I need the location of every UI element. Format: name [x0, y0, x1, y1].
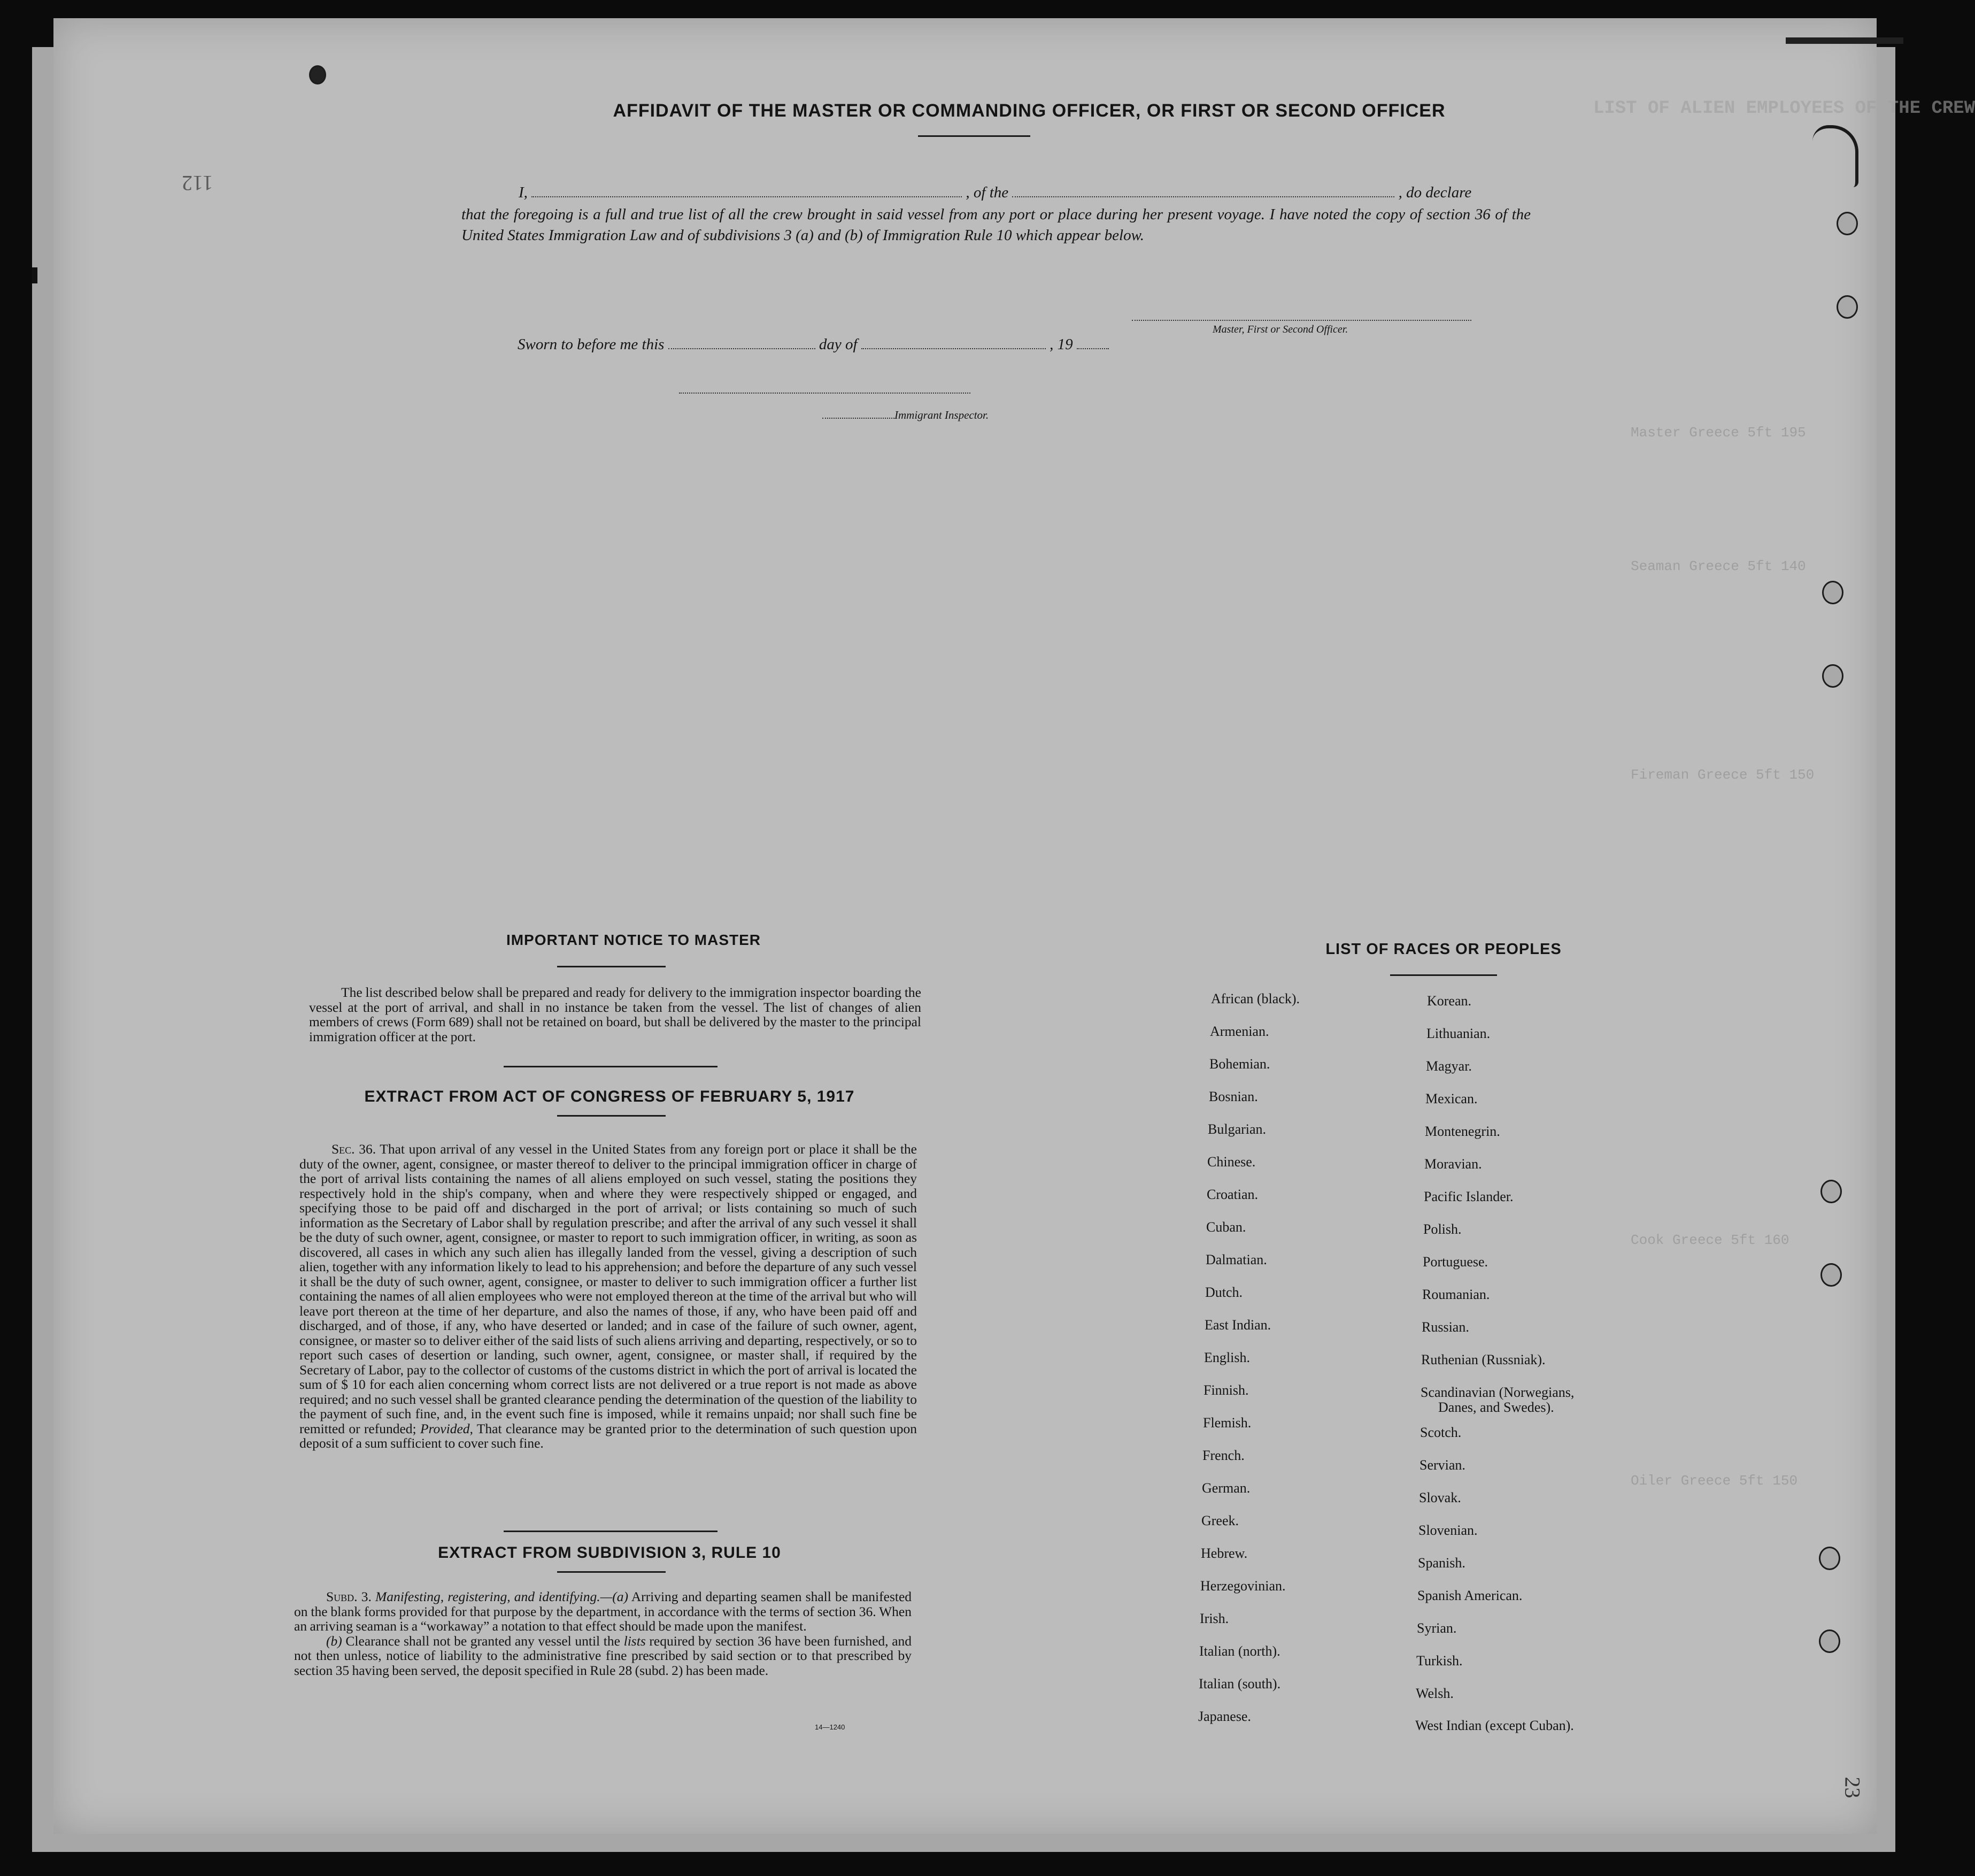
- notice-title: IMPORTANT NOTICE TO MASTER: [506, 932, 761, 948]
- bleed-through-text: Seaman Greece 5ft 140: [1631, 558, 1806, 574]
- race-item: Pacific Islander.: [1424, 1189, 1514, 1204]
- binder-hole-icon: [1820, 1263, 1842, 1287]
- races-title: LIST OF RACES OR PEOPLES: [1325, 941, 1562, 958]
- race-item: Russian.: [1422, 1319, 1469, 1335]
- race-item: Mexican.: [1425, 1091, 1478, 1106]
- sworn-year-field[interactable]: [1077, 348, 1109, 349]
- race-item: Slovak.: [1419, 1490, 1461, 1505]
- binder-hole-icon: [1820, 1180, 1842, 1203]
- race-item: Italian (south).: [1199, 1676, 1281, 1692]
- race-item: Bosnian.: [1209, 1089, 1258, 1104]
- rule-underline: [557, 1571, 666, 1573]
- race-item: Japanese.: [1198, 1709, 1251, 1724]
- race-item: Irish.: [1200, 1611, 1229, 1626]
- notice-underline: [557, 966, 666, 967]
- master-signature-line[interactable]: [1132, 320, 1471, 321]
- document-page: [53, 18, 1975, 1834]
- torn-corner-icon: [1812, 125, 1858, 187]
- bleed-through-text: LIST OF ALIEN EMPLOYEES OF THE CREW: [1593, 98, 1975, 119]
- race-item: Italian (north).: [1199, 1643, 1280, 1659]
- race-item: German.: [1202, 1480, 1251, 1496]
- sworn-date-field[interactable]: [668, 348, 815, 349]
- sworn-month-field[interactable]: [861, 348, 1046, 349]
- act-underline: [557, 1115, 666, 1117]
- binder-hole-icon: [1819, 1629, 1840, 1653]
- race-item: Portuguese.: [1423, 1254, 1488, 1270]
- race-item: Polish.: [1423, 1221, 1462, 1237]
- races-underline: [1390, 974, 1497, 976]
- punch-mark-icon: [309, 65, 326, 84]
- race-item: Moravian.: [1424, 1156, 1482, 1172]
- race-item: African (black).: [1211, 991, 1300, 1006]
- race-item: Armenian.: [1210, 1024, 1269, 1039]
- race-item: Bulgarian.: [1208, 1121, 1267, 1137]
- bleed-through-text: Oiler Greece 5ft 150: [1631, 1473, 1798, 1489]
- master-name-field[interactable]: [531, 196, 962, 197]
- race-item: Scotch.: [1420, 1425, 1462, 1440]
- section-divider: [504, 1531, 718, 1532]
- race-item: Syrian.: [1417, 1620, 1457, 1636]
- race-item: Cuban.: [1206, 1219, 1246, 1235]
- vessel-name-field[interactable]: [1012, 196, 1394, 197]
- binder-hole-icon: [1819, 1547, 1840, 1570]
- rule-subdivision-3: Subd. 3. Manifesting, registering, and identifying.—(a) Arriving and departing seamen shall be manifested on the blank forms provided for that purpose by the department, in accordance with the terms of section 36. When an arriving seaman is a “workaway” a notation to that effect should be made upon the manifest. (b) Clearance shall not be granted any vessel until the lists required by section 36 have been furnished, and not then unless, notice of liability to the administrative fine prescribed by said section or to that prescribed by section 35 having been served, the deposit specified in Rule 28 (subd. 2) has been made.: [294, 1589, 912, 1678]
- page-edge-shadow: [1786, 37, 1903, 44]
- race-item: Dalmatian.: [1206, 1252, 1267, 1267]
- race-item: Welsh.: [1416, 1686, 1454, 1701]
- race-item: Spanish.: [1418, 1555, 1465, 1571]
- affidavit-body: that the foregoing is a full and true list of all the crew brought in said vessel from any port or place during her present voyage. I have noted the copy of section 36 of the United States Immigration Law and of subdivisions 3 (a) and (b) of Immigration Rule 10 which appear below.: [461, 206, 1531, 244]
- binder-hole-icon: [1837, 295, 1858, 319]
- bleed-through-text: Fireman Greece 5ft 150: [1631, 767, 1815, 783]
- act-title: EXTRACT FROM ACT OF CONGRESS OF FEBRUARY 5, 1917: [364, 1088, 855, 1105]
- inspector-label-line: Immigrant Inspector.: [822, 409, 989, 422]
- race-item: Magyar.: [1426, 1058, 1472, 1074]
- race-item: Flemish.: [1203, 1415, 1252, 1431]
- page-number-marginalia: 112: [182, 171, 213, 195]
- bleed-through-text: Master Greece 5ft 195: [1631, 425, 1806, 441]
- race-item: English.: [1204, 1350, 1250, 1365]
- race-item: Montenegrin.: [1425, 1124, 1500, 1139]
- race-item: Ruthenian (Russniak).: [1421, 1352, 1546, 1367]
- race-item: Chinese.: [1207, 1154, 1256, 1170]
- affidavit-declaration-line: I, , of the , do declare: [519, 184, 1472, 201]
- race-item: East Indian.: [1205, 1317, 1271, 1333]
- corner-page-number: 23: [1840, 1777, 1865, 1798]
- act-section-36: Sec. 36. That upon arrival of any vessel in the United States from any foreign port or place it shall be the duty of the owner, agent, consignee, or master thereof to deliver to the principal immigration officer in charge of the port of arrival lists containing the names of all aliens employed on such vessel, stating the positions they respectively hold in the ship's company, when and where they were respectively shipped or engaged, and specifying those to be paid off and discharged in the port of arrival; or lists containing so much of such information as the Secretary of Labor shall by regulation prescribe; and after the arrival of any such vessel it shall be the duty of such owner, agent, consignee, or master to report to such immigration officer, in writing, as soon as discovered, all cases in which any such alien has illegally landed from the vessel, giving a description of such alien, together with any information likely to lead to his apprehension; and before the departure of any such vessel it shall be the duty of such owner, agent, consignee, or master to deliver to such immigration officer a further list containing the names of all alien employees who were not employed thereon at the time of the arrival but who will leave port thereon at the time of her departure, and also the names of those, if any, who have been paid off and discharged, and of those, if any, who have deserted or landed; and in case of the failure of such owner, agent, consignee, or master so to deliver either of the said lists of such aliens arriving and departing, respectively, or so to report such cases of desertion or landing, such owner, agent, consignee, or master shall, if required by the Secretary of Labor, pay to the collector of customs of the customs district in which the port of arrival is located the sum of $ 10 for each alien concerning whom correct lists are not delivered or a true report is not made as above required; and no such vessel shall be granted clearance pending the determination of the question of the liability to the payment of such fine, and, in the event such fine is imposed, while it remains unpaid; nor shall such fine be remitted or refunded; Provided, That clearance may be granted prior to the determination of such question upon deposit of a sum sufficient to cover such fine.: [299, 1141, 917, 1451]
- page-edge-shadow: [32, 267, 37, 283]
- bleed-through-text: Cook Greece 5ft 160: [1631, 1232, 1789, 1248]
- master-signature-label: Master, First or Second Officer.: [1213, 324, 1348, 335]
- race-item: Danes, and Swedes).: [1438, 1400, 1554, 1415]
- affidavit-title: AFFIDAVIT OF THE MASTER OR COMMANDING OFFICER, OR FIRST OR SECOND OFFICER: [613, 101, 1446, 121]
- rule-title: EXTRACT FROM SUBDIVISION 3, RULE 10: [438, 1544, 781, 1562]
- race-item: Korean.: [1427, 993, 1472, 1009]
- race-item: Herzegovinian.: [1200, 1578, 1286, 1594]
- race-item: Croatian.: [1207, 1187, 1259, 1202]
- race-item: Scandinavian (Norwegians,: [1421, 1385, 1575, 1400]
- binder-hole-icon: [1822, 664, 1843, 688]
- notice-body: The list described below shall be prepared and ready for delivery to the immigration inspector boarding the vessel at the port of arrival, and shall in no instance be taken from the vessel. The list of changes of alien members of crews (Form 689) shall not be retained on board, but shall be delivered by the master to the principal immigration officer at the port.: [309, 985, 921, 1044]
- title-underline: [918, 135, 1030, 137]
- sworn-line: Sworn to before me this day of , 19: [518, 336, 1109, 353]
- race-item: Finnish.: [1203, 1382, 1249, 1398]
- race-item: Slovenian.: [1418, 1523, 1478, 1538]
- race-item: Lithuanian.: [1426, 1026, 1491, 1041]
- inspector-signature-line[interactable]: [679, 393, 970, 394]
- race-item: Servian.: [1419, 1457, 1465, 1473]
- race-item: Dutch.: [1205, 1285, 1243, 1300]
- binder-hole-icon: [1837, 212, 1858, 235]
- race-item: Roumanian.: [1422, 1287, 1490, 1302]
- race-item: West Indian (except Cuban).: [1415, 1718, 1574, 1733]
- race-item: Greek.: [1201, 1513, 1239, 1528]
- race-item: French.: [1202, 1448, 1245, 1463]
- binder-hole-icon: [1822, 581, 1843, 604]
- race-item: Hebrew.: [1201, 1546, 1248, 1561]
- race-item: Turkish.: [1416, 1653, 1463, 1669]
- section-divider: [504, 1066, 718, 1067]
- race-item: Bohemian.: [1209, 1056, 1270, 1072]
- race-item: Spanish American.: [1417, 1588, 1523, 1603]
- form-number: 14—1240: [815, 1723, 845, 1731]
